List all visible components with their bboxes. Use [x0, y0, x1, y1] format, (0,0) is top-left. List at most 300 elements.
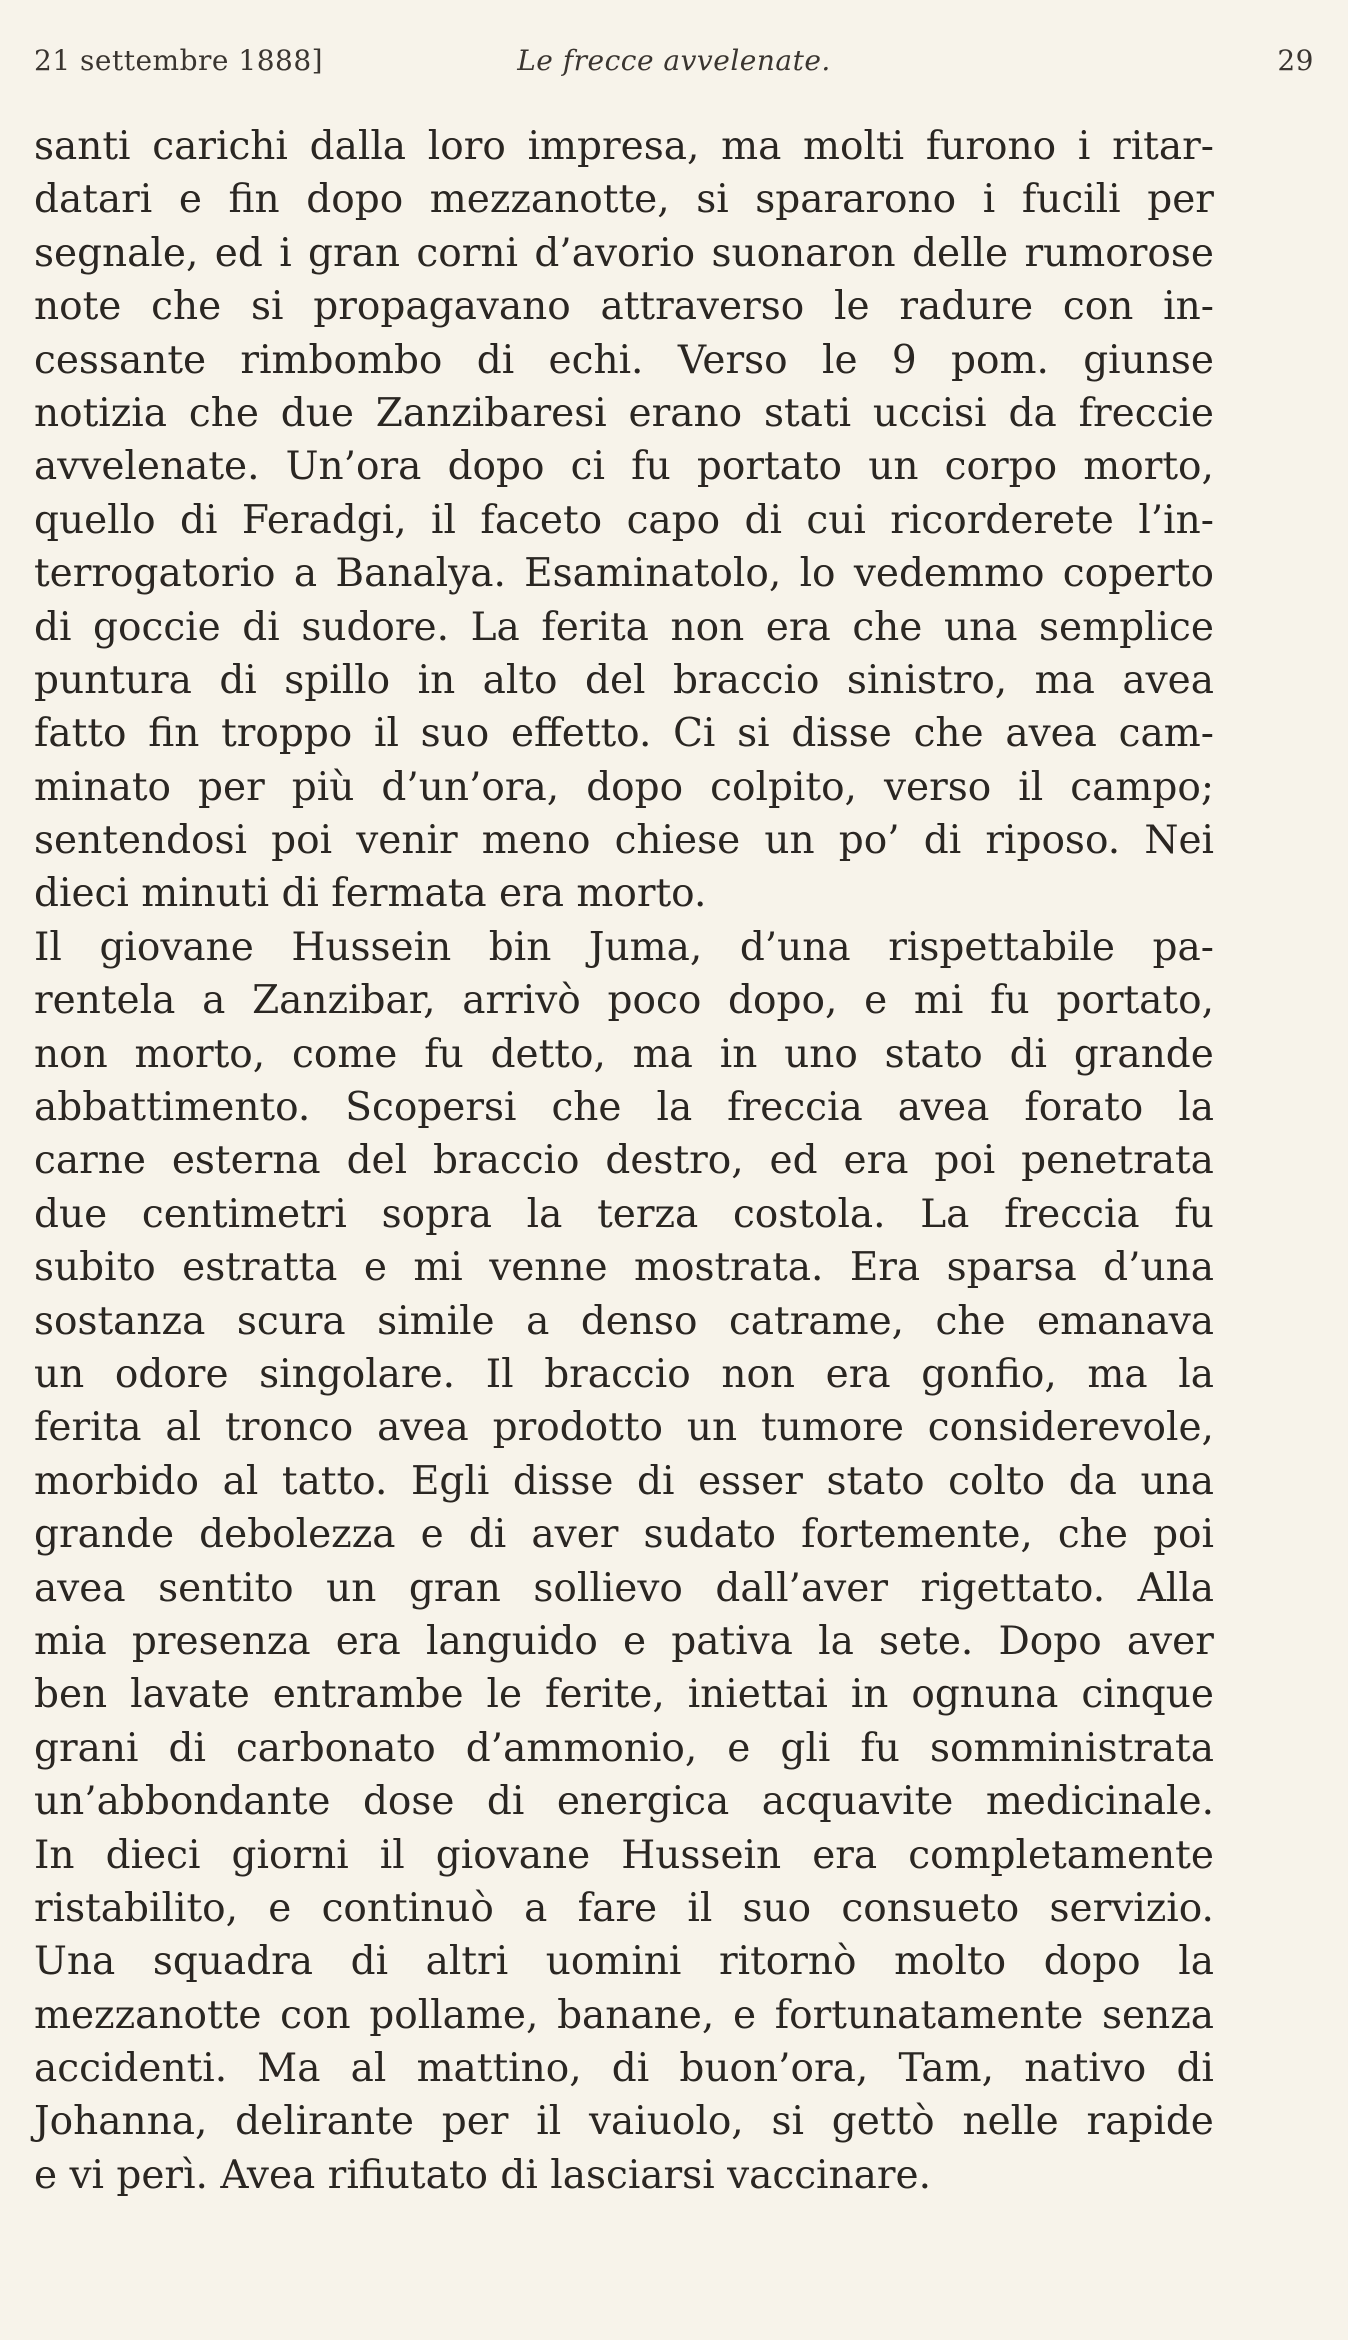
text-line: [34, 1188, 1214, 1241]
word: alto: [482, 657, 558, 703]
word: dopo: [306, 177, 404, 223]
word: pom.: [951, 337, 1049, 383]
word: venne: [489, 1245, 608, 1291]
word: semplice: [1039, 604, 1214, 650]
text-line: [34, 547, 1214, 600]
word: forato: [1024, 1085, 1144, 1131]
word: suo: [420, 711, 490, 757]
word: in: [850, 1672, 889, 1718]
word: che: [852, 604, 923, 650]
word: avea: [897, 1085, 990, 1131]
word: giovane: [435, 1832, 591, 1878]
text-line: [34, 1081, 1214, 1134]
word: d’una: [739, 924, 851, 970]
word: freccia: [727, 1085, 863, 1131]
word: una: [943, 604, 1018, 650]
word: delle: [912, 230, 1009, 276]
word: Banalya.: [335, 551, 506, 597]
word: dopo,: [728, 978, 838, 1024]
word: Scopersi: [345, 1085, 517, 1131]
word: mostrata.: [634, 1245, 824, 1291]
word: d’ammonio,: [465, 1725, 698, 1771]
word: non: [34, 1031, 108, 1077]
word: con: [280, 1992, 351, 2038]
word: disse: [791, 711, 892, 757]
word: in: [417, 657, 456, 703]
word: la: [656, 1085, 693, 1131]
header-date: 21 settembre 1888]: [34, 44, 324, 77]
word: accidenti.: [34, 2046, 228, 2092]
word: Johanna,: [34, 2099, 208, 2145]
word: emanava: [1037, 1298, 1214, 1344]
word: come: [292, 1031, 398, 1077]
word: presenza: [131, 1618, 311, 1664]
word: fortunatamente: [774, 1992, 1084, 2038]
word: fatto: [34, 711, 127, 757]
text-line: [34, 334, 1214, 387]
word: braccio: [544, 1351, 691, 1397]
word: costola.: [732, 1191, 886, 1237]
word: troppo: [221, 711, 353, 757]
word: debolezza: [199, 1512, 396, 1558]
word: di: [1009, 1031, 1048, 1077]
header-title: Le frecce avvelenate.: [517, 44, 831, 77]
word: non: [670, 604, 745, 650]
word: denso: [580, 1298, 698, 1344]
word: grani: [34, 1725, 139, 1771]
text-line: [34, 280, 1214, 333]
word: per: [1147, 177, 1214, 223]
word: dopo: [1043, 1939, 1141, 1985]
word: effetto.: [510, 711, 652, 757]
word: avea: [377, 1405, 469, 1451]
word: d’una: [1103, 1245, 1214, 1291]
word: mia: [34, 1618, 107, 1664]
word: due: [34, 1191, 108, 1237]
text-line: [34, 2095, 1214, 2148]
word: vaiuolo,: [588, 2099, 744, 2145]
text-line: [34, 707, 1214, 760]
word: per: [198, 764, 265, 810]
word: aver: [1126, 1618, 1214, 1664]
word: Feradgi,: [241, 497, 407, 543]
word: Tam,: [898, 2046, 995, 2092]
word: uno: [784, 1031, 858, 1077]
word: sudato: [643, 1512, 777, 1558]
word: rigettato.: [920, 1565, 1106, 1611]
word: si: [251, 284, 284, 330]
word: Verso: [677, 337, 788, 383]
word: Ma: [257, 2046, 321, 2092]
word: sinistro,: [846, 657, 1008, 703]
word: e: [727, 1725, 751, 1771]
word: ricorderete: [890, 497, 1114, 543]
word: suo: [742, 1885, 812, 1931]
word: completamente: [908, 1832, 1214, 1878]
text-line: [34, 1134, 1214, 1187]
text-line: [34, 120, 1214, 173]
word: un: [764, 818, 815, 864]
text-line: [34, 1615, 1214, 1668]
word: In: [34, 1832, 75, 1878]
word: poi: [1153, 1512, 1214, 1558]
word: le: [486, 1672, 523, 1718]
word: sudore.: [301, 604, 450, 650]
word: e: [420, 1512, 444, 1558]
word: avea: [34, 1565, 126, 1611]
text-line: [34, 440, 1214, 493]
word: braccio: [433, 1138, 580, 1184]
word: portato,: [1056, 978, 1214, 1024]
word: sentito: [158, 1565, 294, 1611]
word: a: [526, 1298, 550, 1344]
text-line: [34, 1935, 1214, 1988]
word: per: [441, 2099, 509, 2145]
word: tronco: [225, 1405, 354, 1451]
word: la: [526, 1191, 563, 1237]
word: e: [864, 978, 888, 1024]
word: ci: [570, 444, 605, 490]
word: dieci: [105, 1832, 201, 1878]
word: quello: [34, 497, 156, 543]
word: dall’aver: [715, 1565, 888, 1611]
word: rimbombo: [240, 337, 443, 383]
word: medicinale.: [985, 1779, 1214, 1825]
word: sete.: [879, 1618, 974, 1664]
word: si: [737, 711, 770, 757]
word: mezzanotte,: [429, 177, 670, 223]
word: fin: [228, 177, 280, 223]
word: lo: [799, 551, 836, 597]
word: ferita: [541, 604, 649, 650]
word: di: [468, 1512, 507, 1558]
word: di: [744, 497, 782, 543]
word: sentendosi: [34, 818, 248, 864]
word: Era: [849, 1245, 921, 1291]
word: e: [363, 1245, 387, 1291]
word: era: [812, 1832, 878, 1878]
word: il: [373, 711, 399, 757]
word: a: [293, 551, 318, 597]
word: braccio: [672, 657, 820, 703]
word: abbattimento.: [34, 1085, 311, 1131]
word: Esaminatolo,: [524, 551, 782, 597]
word: ma: [721, 124, 782, 169]
text-line: [34, 387, 1214, 440]
word: tatto.: [281, 1458, 388, 1504]
word: le: [834, 284, 870, 330]
word: un: [686, 1405, 738, 1451]
word: un’abbondante: [34, 1779, 331, 1825]
text-line: [34, 1775, 1214, 1828]
word: un: [34, 1351, 85, 1397]
word: gran: [408, 1565, 501, 1611]
word: stato: [826, 1458, 925, 1504]
word: meno: [481, 818, 591, 864]
word: delirante: [235, 2099, 414, 2145]
word: centimetri: [141, 1191, 347, 1237]
word: dose: [362, 1779, 455, 1825]
word: sollievo: [533, 1565, 683, 1611]
text-line: [34, 1562, 1214, 1615]
word: di: [486, 1779, 525, 1825]
word: che: [1057, 1512, 1128, 1558]
word: singolare.: [259, 1351, 456, 1397]
word: i: [982, 177, 996, 223]
word: acquavite: [761, 1779, 954, 1825]
word: rentela: [34, 978, 176, 1024]
word: Il: [485, 1351, 514, 1397]
word: ritornò: [718, 1939, 857, 1985]
word: disse: [512, 1458, 614, 1504]
word: ben: [34, 1672, 108, 1718]
word: di: [180, 497, 218, 543]
word: consueto: [841, 1885, 1020, 1931]
word: lavate: [130, 1672, 250, 1718]
word: poi: [934, 1138, 996, 1184]
word: La: [920, 1191, 970, 1237]
word: avvelenate.: [34, 444, 260, 490]
word: poco: [607, 978, 702, 1024]
word: Il: [34, 924, 62, 970]
word: di: [219, 657, 257, 703]
word: po’: [838, 818, 900, 864]
word: somministrata: [929, 1725, 1214, 1771]
word: sopra: [381, 1191, 492, 1237]
word: iniettai: [687, 1672, 828, 1718]
text-line: [34, 1028, 1214, 1081]
word: campo;: [1070, 764, 1214, 810]
word: ma: [1034, 657, 1095, 703]
running-head: [34, 44, 1314, 88]
word: Zanzibaresi: [375, 390, 607, 436]
word: Alla: [1137, 1565, 1214, 1611]
word: scura: [236, 1298, 346, 1344]
word: coperto: [1062, 551, 1214, 597]
text-line: [34, 974, 1214, 1027]
word: giorni: [231, 1832, 349, 1878]
word: un: [326, 1565, 377, 1611]
word: Nei: [1144, 818, 1214, 864]
page-number: 29: [1277, 44, 1314, 77]
word: che: [913, 711, 984, 757]
word: fortemente,: [801, 1512, 1033, 1558]
text-line: [34, 601, 1214, 654]
word: propagavano: [313, 284, 571, 330]
word: grande: [34, 1512, 175, 1558]
word: avea: [1122, 657, 1214, 703]
word: languido: [425, 1618, 598, 1664]
word: energica: [556, 1779, 730, 1825]
text-line: [34, 921, 1214, 974]
word: era: [765, 604, 831, 650]
word: pa-: [1152, 924, 1214, 970]
word: mattino,: [416, 2046, 582, 2092]
word: banane,: [557, 1992, 715, 2038]
word: di: [476, 337, 515, 383]
text-line: [34, 1348, 1214, 1401]
word: d’avorio: [534, 230, 696, 276]
text-line: [34, 1241, 1214, 1294]
body-text: [34, 120, 1214, 2202]
word: la: [818, 1618, 854, 1664]
word: al: [222, 1458, 259, 1504]
word: in: [719, 1031, 758, 1077]
word: di: [923, 818, 962, 864]
word: gran: [308, 230, 401, 276]
word: erano: [628, 390, 743, 436]
word: e: [623, 1618, 647, 1664]
word: terza: [597, 1191, 699, 1237]
word: due: [280, 390, 354, 436]
word: riposo.: [985, 818, 1121, 864]
word: chiese: [614, 818, 741, 864]
word: si: [771, 2099, 804, 2145]
word: a: [202, 978, 226, 1024]
word: Zanzibar,: [252, 978, 436, 1024]
word: vedemmo: [853, 551, 1045, 597]
word: notizia: [34, 390, 168, 436]
word: gonfio,: [921, 1351, 1057, 1397]
word: ed: [769, 1138, 818, 1184]
word: rapide: [1086, 2099, 1214, 2145]
word: che: [551, 1085, 622, 1131]
word: esser: [698, 1458, 803, 1504]
word: di: [34, 604, 72, 650]
word: penetrata: [1021, 1138, 1214, 1184]
word: ognuna: [911, 1672, 1059, 1718]
word: nelle: [962, 2099, 1059, 2145]
word: Un’ora: [285, 444, 422, 490]
word: una: [1140, 1458, 1214, 1504]
word: entrambe: [272, 1672, 464, 1718]
word: grande: [1073, 1031, 1214, 1077]
word: mi: [913, 978, 964, 1024]
word: e: [268, 1885, 292, 1931]
word: pativa: [671, 1618, 793, 1664]
word: colto: [948, 1458, 1046, 1504]
word: cessante: [34, 337, 207, 383]
word: stati: [763, 390, 852, 436]
word: non: [721, 1351, 796, 1397]
word: a: [524, 1885, 548, 1931]
word: da: [1008, 390, 1057, 436]
text-line: [34, 2042, 1214, 2095]
word: ferita: [34, 1405, 142, 1451]
word: l’in-: [1138, 497, 1214, 543]
word: giovane: [99, 924, 254, 970]
word: dalla: [309, 124, 407, 169]
word: di: [1176, 2046, 1214, 2092]
word: freccia: [1004, 1191, 1140, 1237]
word: poi: [271, 818, 333, 864]
word: fin: [148, 711, 200, 757]
word: era: [825, 1351, 891, 1397]
word: Egli: [410, 1458, 490, 1504]
word: con: [1062, 284, 1134, 330]
word: radure: [899, 284, 1034, 330]
word: morto,: [134, 1031, 266, 1077]
text-line: [34, 761, 1214, 814]
word: era: [335, 1618, 401, 1664]
word: la: [1178, 1351, 1214, 1397]
word: e: [732, 1992, 757, 2038]
word: rispettabile: [888, 924, 1115, 970]
word: cinque: [1081, 1672, 1214, 1718]
word: di: [637, 1458, 675, 1504]
word: fu: [631, 444, 671, 490]
word: destro,: [605, 1138, 744, 1184]
text-line: [34, 494, 1214, 547]
word: più: [291, 764, 355, 810]
word: altri: [425, 1939, 509, 1985]
word: d’un’ora,: [381, 764, 560, 810]
word: fu: [990, 978, 1030, 1024]
word: gli: [780, 1725, 831, 1771]
word: corpo: [944, 444, 1058, 490]
word: freccie: [1078, 390, 1214, 436]
text-line: [34, 1829, 1214, 1882]
text-line: [34, 654, 1214, 707]
word: morto,: [1083, 444, 1214, 490]
word: rumorose: [1024, 230, 1214, 276]
word: il: [1018, 764, 1044, 810]
word: estratta: [182, 1245, 338, 1291]
word: un: [868, 444, 919, 490]
word: la: [1178, 1085, 1214, 1131]
word: ferite,: [544, 1672, 665, 1718]
word: il: [379, 1832, 405, 1878]
word: Hussein: [291, 924, 452, 970]
word: fucili: [1021, 177, 1121, 223]
word: di: [350, 1939, 389, 1985]
word: avea: [1005, 711, 1097, 757]
word: di: [611, 2046, 650, 2092]
word: Ci: [673, 711, 716, 757]
word: molti: [803, 124, 905, 169]
word: il: [687, 1885, 713, 1931]
word: esterna: [171, 1138, 321, 1184]
word: furono: [925, 124, 1057, 169]
word: servizio.: [1049, 1885, 1214, 1931]
word: e: [178, 177, 202, 223]
word: squadra: [152, 1939, 314, 1985]
word: prodotto: [492, 1405, 663, 1451]
word: fu: [1174, 1191, 1214, 1237]
word: il: [536, 2099, 562, 2145]
word: odore: [114, 1351, 229, 1397]
word: i: [279, 230, 292, 276]
text-line: [34, 1989, 1214, 2042]
word: del: [584, 657, 646, 703]
text-line: [34, 814, 1214, 867]
word: fare: [577, 1885, 658, 1931]
text-line: e vi perì. Avea rifiutato di lasciarsi vaccinare.: [34, 2152, 931, 2198]
word: attraverso: [600, 284, 805, 330]
word: le: [821, 337, 858, 383]
word: Hussein: [621, 1832, 782, 1878]
word: uccisi: [872, 390, 987, 436]
word: da: [1068, 1458, 1117, 1504]
word: gettò: [831, 2099, 935, 2145]
word: cam-: [1118, 711, 1214, 757]
word: tumore: [760, 1405, 904, 1451]
word: verso: [884, 764, 992, 810]
word: minato: [34, 764, 171, 810]
word: considerevole,: [927, 1405, 1214, 1451]
text-line: [34, 227, 1214, 280]
word: subito: [34, 1245, 156, 1291]
